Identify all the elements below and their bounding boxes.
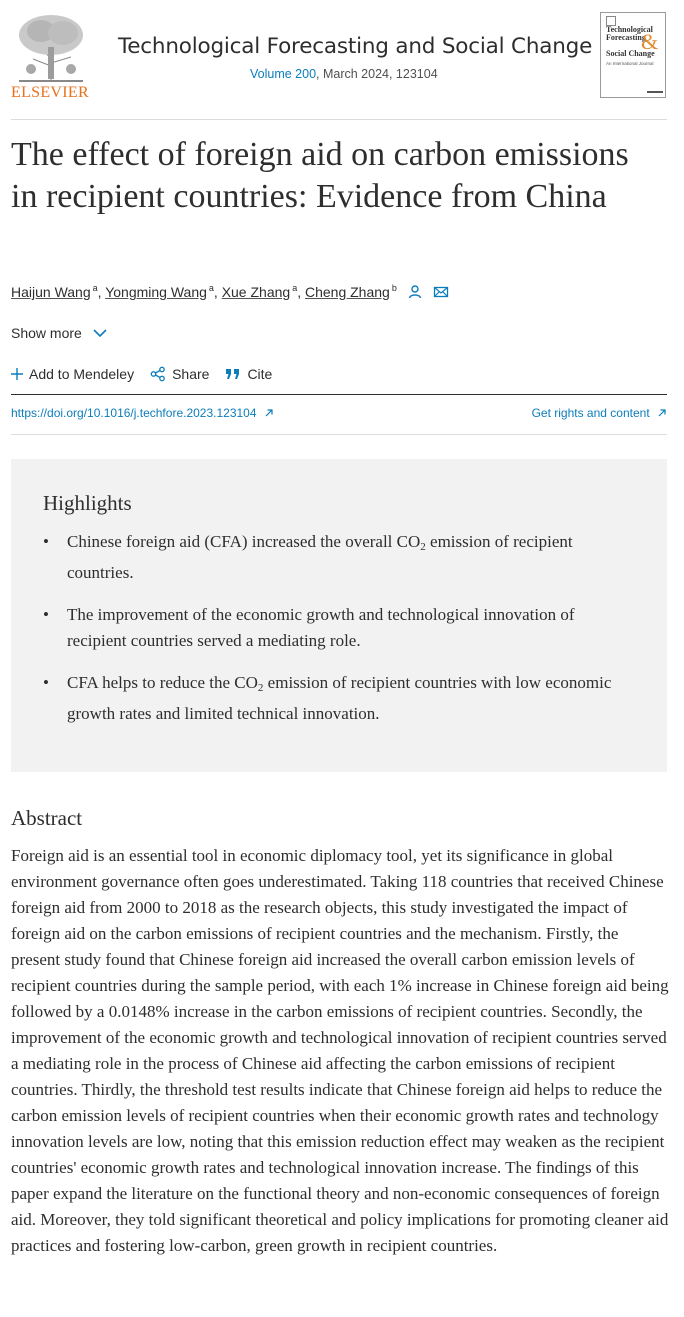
- external-link-icon: [264, 408, 274, 418]
- chevron-down-icon: [92, 328, 108, 338]
- add-to-mendeley-button[interactable]: [11, 366, 134, 382]
- show-more-toggle[interactable]: Show more: [11, 325, 108, 341]
- journal-cover-thumbnail[interactable]: [600, 12, 666, 98]
- cover-bar: [647, 91, 663, 93]
- author-link[interactable]: Cheng Zhang: [304, 284, 390, 300]
- list-item: • The improvement of the economic growth and technological innovation of recipient countries served a mediating role.: [43, 602, 633, 654]
- abstract-text: Foreign aid is an essential tool in economic diplomacy tool, yet its significance in global environment governance often goes underestimated. Taking 118 countries that received Chinese foreign aid from 2000 to 2018 as the research objects, this study investigated the impact of foreign aid on the carbon emissions of recipient countries and the mechanism. Firstly, the present study found that Chinese foreign aid increased the overall carbon emission levels of recipient countries during the sample period, with each 1% increase in Chinese foreign aid being followed by a 0.0148% increase in the carbon emissions of recipient countries. Secondly, the improvement of the economic growth and technological innovation of recipient countries served a mediating role in the process of Chinese aid affecting the carbon emissions of recipient countries. Thirdly, the threshold test results indicate that Chinese foreign aid helps to reduce the carbon emission levels of recipient countries when their economic growth rates and technology innovation levels are low, noting that this emission reduction effect may weaken as the recipient countries' economic growth rates and technological innovation increase. The findings of this paper expand the literature on the functional theory and non-economic consequences of foreign aid. Moreover, they told significant theoretical and policy implications for promoting cleaner aid practices and fostering low-carbon, green growth in recipient countries.: [11, 846, 669, 1255]
- divider: [11, 434, 667, 435]
- divider: [11, 119, 667, 120]
- plus-icon: [11, 368, 23, 380]
- highlights-section: [11, 459, 667, 772]
- author-affiliation: b: [391, 283, 397, 293]
- author-list: Haijun Wang $^a$, Yongming Wang $^a$, Xue Zhang $^a$, Cheng Zhang $^b$: [11, 283, 449, 300]
- doi-link[interactable]: https://doi.org/10.1016/j.techfore.2023.123104: [11, 406, 274, 420]
- cover-ampersand: &: [641, 29, 659, 54]
- list-item: • Chinese foreign aid (CFA) increased the overall $CO_2$ emission of recipient countries.: [43, 529, 633, 586]
- author-link[interactable]: Haijun Wang: [11, 284, 91, 300]
- person-icon[interactable]: [407, 284, 423, 300]
- share-button[interactable]: [150, 366, 209, 382]
- abstract-heading: Abstract: [11, 806, 83, 830]
- email-icon[interactable]: [433, 284, 449, 300]
- journal-header: [0, 0, 684, 118]
- author-affiliation: a: [292, 283, 298, 293]
- external-link-icon: [657, 408, 667, 418]
- divider: [11, 394, 667, 395]
- cover-title: Technological Forecasting Social Change: [606, 25, 655, 58]
- share-icon: [150, 366, 166, 382]
- author-link[interactable]: Yongming Wang: [105, 284, 207, 300]
- journal-title[interactable]: Technological Forecasting and Social Change: [118, 34, 593, 59]
- volume-link[interactable]: Volume 200: [250, 67, 317, 81]
- author-affiliation: a: [92, 283, 98, 293]
- highlights-heading: Highlights: [43, 491, 132, 515]
- issue-date: , March 2024, 123104: [316, 67, 438, 81]
- mendeley-label: Add to Mendeley: [29, 366, 135, 382]
- share-label: Share: [172, 366, 210, 382]
- author-affiliation: a: [208, 283, 214, 293]
- author-link[interactable]: Xue Zhang: [221, 284, 291, 300]
- article-actions: [11, 366, 288, 382]
- publisher-wordmark: ELSEVIER: [11, 84, 89, 101]
- rights-link[interactable]: Get rights and content: [532, 406, 667, 420]
- cite-label: Cite: [247, 366, 273, 382]
- volume-info: [250, 67, 438, 81]
- list-item: • CFA helps to reduce the $CO_2$ emission of recipient countries with low economic growth rates and limited technical innovation.: [43, 670, 633, 727]
- highlights-list: [43, 529, 633, 743]
- cover-subtitle: An International Journal: [606, 61, 654, 66]
- quote-icon: [225, 368, 241, 380]
- cite-button[interactable]: [225, 366, 272, 382]
- article-title: The effect of foreign aid on carbon emissions in recipient countries: Evidence from China: [11, 136, 629, 215]
